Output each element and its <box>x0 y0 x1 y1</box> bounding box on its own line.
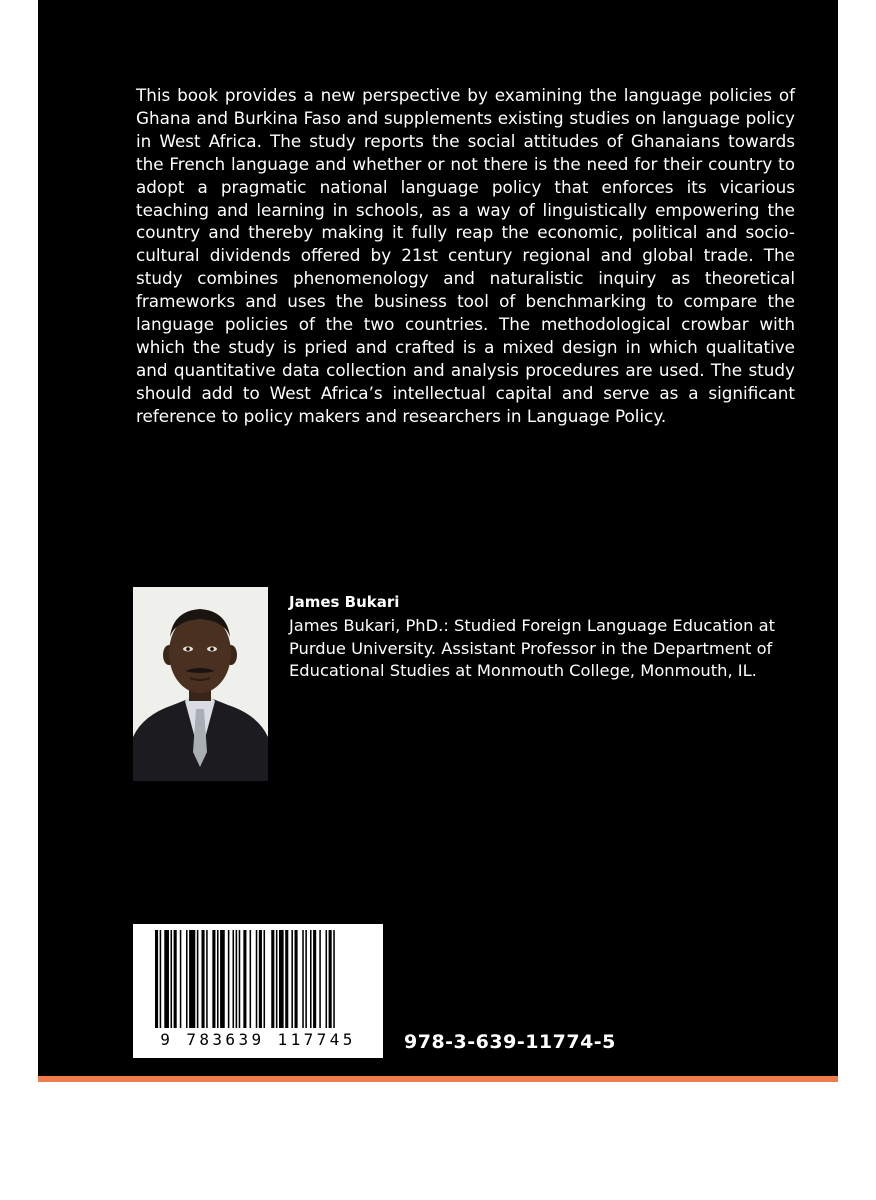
barcode-bar <box>313 930 316 1028</box>
barcode-bar <box>295 930 298 1028</box>
barcode-digits: 9 783639 117745 <box>160 1030 356 1049</box>
barcode-bar <box>329 930 332 1028</box>
book-description: This book provides a new perspective by examining the language policies of Ghana and Burkina Faso and supplements existing studies on language policy in West Africa. The study reports the social attitudes of Ghanaians towards the French language and whether or not there is the need for their country to adopt a pragmatic national language policy that enforces its vicarious teaching and learning in schools, as a way of linguistically empowering the country and thereby making it fully reap the economic, political and socio-cultural dividends offered by 21st century regional and global trade. The study combines phenomenology and naturalistic inquiry as theoretical frameworks and uses the business tool of benchmarking to compare the language policies of the two countries. The methodological crowbar with which the study is pried and crafted is a mixed design in which qualitative and quantitative data collection and analysis procedures are used. The study should add to West Africa’s intellectual capital and serve as a significant reference to policy makers and researchers in Language Policy. <box>136 85 795 426</box>
barcode-bar <box>285 930 288 1028</box>
barcode-bar <box>259 930 262 1028</box>
isbn-barcode <box>133 924 383 1058</box>
barcode-bar <box>164 930 169 1028</box>
barcode-bar <box>206 930 208 1028</box>
barcode-bar <box>220 930 225 1028</box>
barcode-bar <box>319 930 321 1028</box>
orange-accent-stripe <box>38 1076 838 1082</box>
barcode-bar <box>233 930 235 1028</box>
barcode-bar <box>212 930 215 1028</box>
barcode-bar <box>264 930 266 1028</box>
barcode-bar <box>243 930 246 1028</box>
barcode-bar <box>310 930 312 1028</box>
barcode-bar <box>305 930 307 1028</box>
author-photo <box>133 587 268 781</box>
barcode-bar <box>160 930 162 1028</box>
barcode-bar <box>174 930 177 1028</box>
barcode-bar <box>189 930 195 1028</box>
barcode-bar <box>271 930 274 1028</box>
barcode-bar <box>236 930 238 1028</box>
barcode-bar <box>217 930 219 1028</box>
barcode-bar <box>155 930 158 1028</box>
barcode-bar <box>202 930 205 1028</box>
barcode-bar <box>302 930 304 1028</box>
author-bio: James Bukari, PhD.: Studied Foreign Language Education at Purdue University. Assistant Professor in the Department of Educational Studies at Monmouth College, Monmouth, IL. <box>289 616 775 680</box>
barcode-bar <box>291 930 293 1028</box>
author-portrait-image <box>133 587 268 781</box>
barcode-bar <box>279 930 284 1028</box>
barcode-bar <box>276 930 278 1028</box>
barcode-bar <box>250 930 252 1028</box>
barcode-bar <box>197 930 199 1028</box>
barcode-bar <box>239 930 241 1028</box>
barcode-bar <box>326 930 328 1028</box>
barcode-bar <box>171 930 173 1028</box>
barcode-bar <box>333 930 335 1028</box>
barcode-bar <box>228 930 230 1028</box>
author-name: James Bukari <box>289 593 400 611</box>
barcode-bar <box>256 930 258 1028</box>
barcode-bar <box>180 930 182 1028</box>
barcode-bar <box>186 930 188 1028</box>
isbn-number: 978-3-639-11774-5 <box>404 1031 616 1053</box>
